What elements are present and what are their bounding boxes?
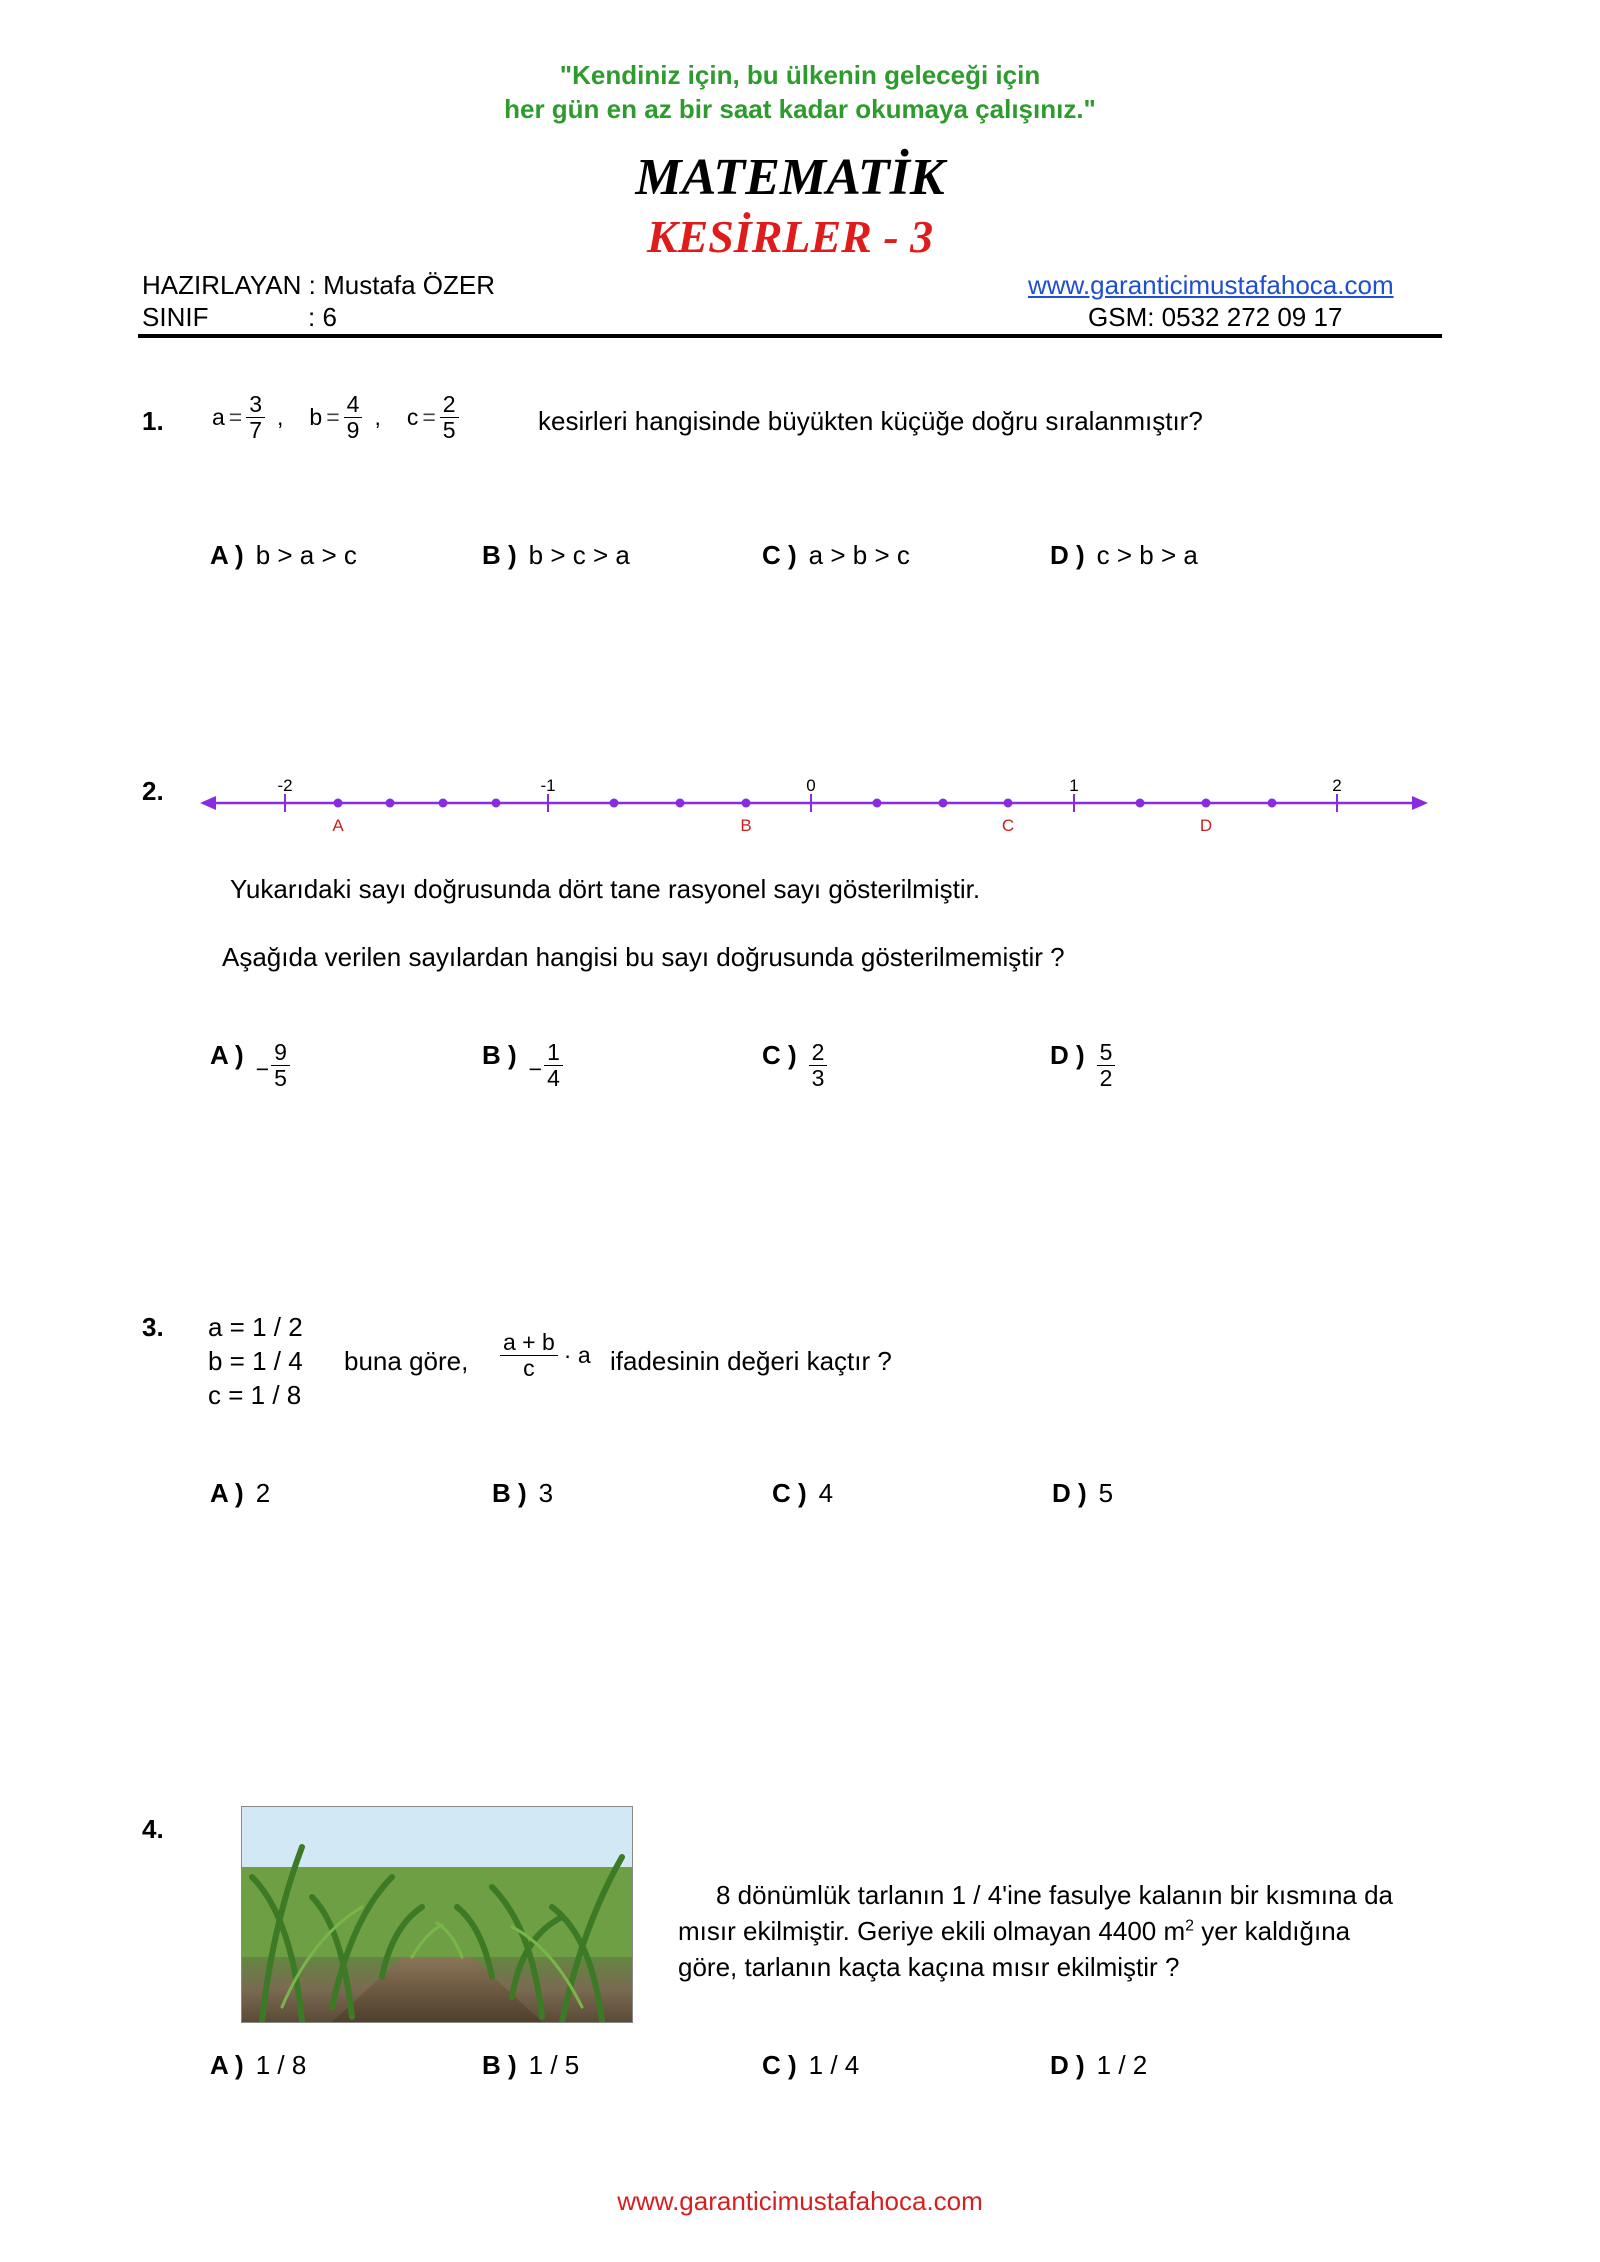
number-line-point-label: B [740, 816, 752, 835]
website-link[interactable]: www.garanticimustafahoca.com [1028, 270, 1394, 300]
number-line-dot [1136, 799, 1145, 808]
number-line-tick-label: 0 [806, 776, 816, 795]
number-line-dot [676, 799, 685, 808]
class-label: SINIF [142, 302, 209, 332]
number-line [200, 770, 1430, 840]
q4-option-a[interactable]: A ) 1 / 8 [210, 2050, 307, 2080]
number-line-dot [1202, 799, 1211, 808]
number-line-dot [1268, 799, 1277, 808]
q3-text-after: ifadesinin değeri kaçtır ? [610, 1346, 892, 1376]
number-line-tick-label: 1 [1069, 776, 1079, 795]
q3-option-c[interactable]: C ) 4 [772, 1478, 834, 1508]
number-line-tick-label: -2 [277, 776, 293, 795]
q2-option-a[interactable]: A ) − $\frac{9}{5}$ [210, 1040, 290, 1092]
q4-line-2: mısır ekilmiştir. Geriye ekili olmayan 4400 $m^2$ yer kaldığına [678, 1916, 1351, 1946]
number-line-point-label: C [1001, 816, 1015, 835]
q2-option-c[interactable]: C ) $\frac{2}{3}$ [762, 1040, 827, 1092]
footer-website[interactable]: www.garanticimustafahoca.com [617, 2186, 983, 2216]
q4-number: 4. [142, 1814, 164, 1844]
q2-text-2: Aşağıda verilen sayılardan hangisi bu sayı doğrusunda gösterilmemiştir ? [222, 942, 1065, 972]
q3-expression: $\frac{a + b}{c}$ · a [500, 1330, 591, 1382]
q4-option-c[interactable]: C ) 1 / 4 [762, 2050, 860, 2080]
page-title: MATEMATİK [635, 149, 945, 206]
cornfield-photo [241, 1806, 633, 2023]
q1-fraction-c: c = $\frac{2}{5}$ [407, 392, 459, 444]
number-line-dot [439, 799, 448, 808]
q3-number: 3. [142, 1312, 164, 1342]
number-line-dot [610, 799, 619, 808]
q3-c-value: c = 1 / 8 [208, 1380, 302, 1410]
q2-option-d[interactable]: D ) $\frac{5}{2}$ [1050, 1040, 1115, 1092]
q2-text-1: Yukarıdaki sayı doğrusunda dört tane rasyonel sayı gösterilmiştir. [230, 874, 981, 904]
q1-fraction-b: b = $\frac{4}{9}$ , [309, 391, 381, 444]
q4-option-d[interactable]: D ) 1 / 2 [1050, 2050, 1148, 2080]
q1-fractions [212, 392, 459, 444]
q3-option-d[interactable]: D ) 5 [1052, 1478, 1114, 1508]
q4-line-3: göre, tarlanın kaçta kaçına mısır ekilmiştir ? [678, 1952, 1180, 1982]
q3-option-b[interactable]: B ) 3 [492, 1478, 554, 1508]
number-line-dot [939, 799, 948, 808]
q1-option-c[interactable]: C ) a > b > c [762, 540, 910, 570]
author-label: HAZIRLAYAN : Mustafa ÖZER [142, 270, 496, 300]
number-line-dot [1004, 799, 1013, 808]
number-line-tick-label: 2 [1332, 776, 1342, 795]
number-line-dot [334, 799, 343, 808]
number-line-dot [492, 799, 501, 808]
q1-option-a[interactable]: A ) b > a > c [210, 540, 357, 570]
q1-fraction-a: a = $\frac{3}{7}$ , [212, 391, 284, 444]
q2-number: 2. [142, 776, 164, 806]
number-line-dot [873, 799, 882, 808]
q3-text-before: buna göre, [344, 1346, 469, 1376]
q4-option-b[interactable]: B ) 1 / 5 [482, 2050, 580, 2080]
number-line-dot [742, 799, 751, 808]
quote-line-1: "Kendiniz için, bu ülkenin geleceği için [559, 60, 1041, 90]
q3-a-value: a = 1 / 2 [208, 1312, 303, 1342]
q3-b-value: b = 1 / 4 [208, 1346, 303, 1376]
q1-text: kesirleri hangisinde büyükten küçüğe doğru sıralanmıştır? [538, 406, 1203, 436]
quote-line-2: her gün en az bir saat kadar okumaya çalışınız." [504, 94, 1096, 124]
q1-number: 1. [142, 406, 164, 436]
q4-line-1: 8 dönümlük tarlanın 1 / 4'ine fasulye kalanın bir kısmına da [716, 1880, 1394, 1910]
number-line-right-arrow [1412, 796, 1428, 810]
number-line-tick-label: -1 [540, 776, 556, 795]
number-line-point-label: A [332, 816, 344, 835]
q1-option-b[interactable]: B ) b > c > a [482, 540, 630, 570]
number-line-left-arrow [200, 796, 216, 810]
number-line-dot [386, 799, 395, 808]
number-line-point-label: D [1199, 816, 1213, 835]
q3-option-a[interactable]: A ) 2 [210, 1478, 271, 1508]
header-divider [138, 334, 1442, 338]
q2-option-b[interactable]: B ) − $\frac{1}{4}$ [482, 1040, 563, 1092]
q1-option-d[interactable]: D ) c > b > a [1050, 540, 1198, 570]
gsm-number: GSM: 0532 272 09 17 [1088, 302, 1343, 332]
cornfield-illustration [242, 1807, 632, 2022]
class-value: : 6 [308, 302, 337, 332]
page-subtitle: KESİRLER - 3 [646, 211, 934, 262]
